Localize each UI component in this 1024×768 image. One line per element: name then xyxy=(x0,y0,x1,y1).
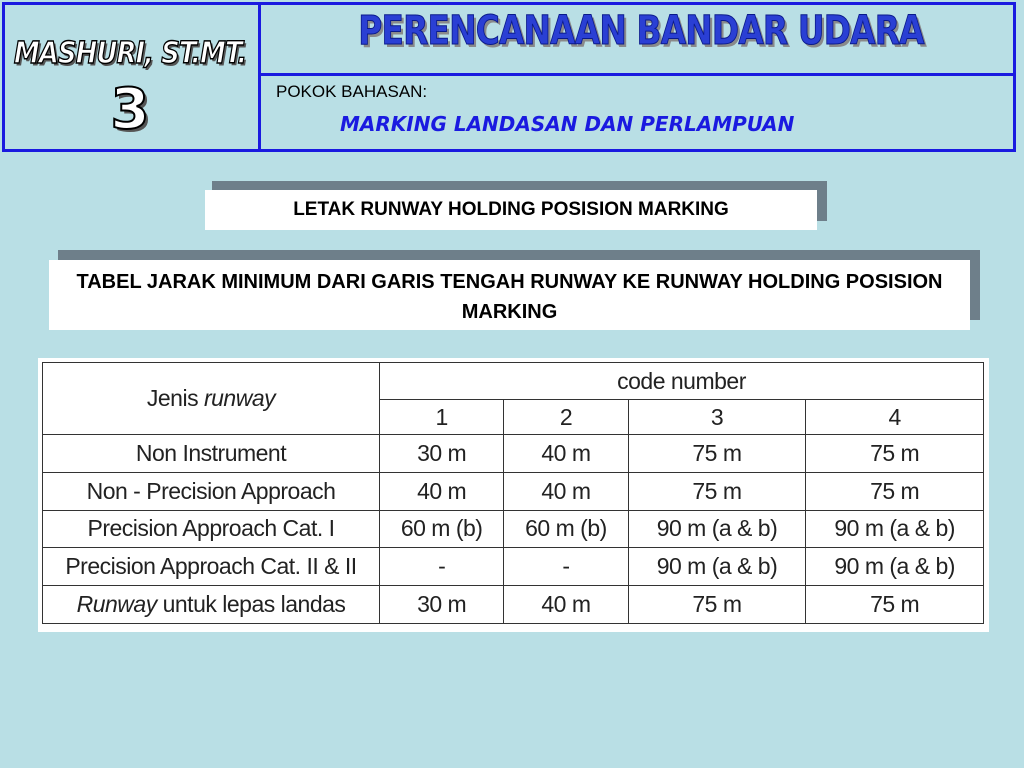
header-type-plain: Jenis xyxy=(146,385,199,411)
row-type: Non - Precision Approach xyxy=(43,472,380,510)
table-row xyxy=(43,435,984,473)
table-cell: 75 m xyxy=(628,586,806,624)
page-title: PERENCANAAN BANDAR UDARA xyxy=(358,8,924,54)
distance-table xyxy=(42,362,984,624)
header-code-4: 4 xyxy=(806,400,984,435)
table-cell: 30 m xyxy=(380,435,504,473)
table-row xyxy=(43,472,984,510)
table-cell: 75 m xyxy=(806,435,984,473)
row-type: Runway untuk lepas landas xyxy=(43,586,380,624)
table-row xyxy=(43,548,984,586)
row-type: Non Instrument xyxy=(43,435,380,473)
table-cell: 40 m xyxy=(504,472,628,510)
table-cell: 40 m xyxy=(380,472,504,510)
table-cell: - xyxy=(504,548,628,586)
row-type: Precision Approach Cat. II & II xyxy=(43,548,380,586)
table-cell: 90 m (a & b) xyxy=(628,548,806,586)
table-caption-box: TABEL JARAK MINIMUM DARI GARIS TENGAH RUNWAY KE RUNWAY HOLDING POSISION MARKING xyxy=(49,260,970,330)
table-cell: 75 m xyxy=(628,472,806,510)
author-name: MASHURI, ST.MT. xyxy=(13,36,247,72)
table-cell: 75 m xyxy=(806,472,984,510)
header-code-number: code number xyxy=(380,363,984,400)
header-left-panel xyxy=(5,5,261,149)
table-cell: - xyxy=(380,548,504,586)
table-cell: 75 m xyxy=(806,586,984,624)
header-divider xyxy=(261,73,1013,76)
table-cell: 60 m (b) xyxy=(504,510,628,548)
slide-number: 3 xyxy=(110,77,150,142)
table-cell: 40 m xyxy=(504,586,628,624)
table-cell: 60 m (b) xyxy=(380,510,504,548)
table-row xyxy=(43,510,984,548)
header-runway-type xyxy=(43,363,380,435)
header-code-3: 3 xyxy=(628,400,806,435)
subject-label: POKOK BAHASAN: xyxy=(276,82,428,101)
table-cell: 90 m (a & b) xyxy=(806,510,984,548)
table-cell: 30 m xyxy=(380,586,504,624)
table-image xyxy=(38,358,989,632)
header-type-italic: runway xyxy=(203,385,276,411)
table-cell: 40 m xyxy=(504,435,628,473)
table-row xyxy=(43,586,984,624)
header-code-2: 2 xyxy=(504,400,628,435)
table-cell: 90 m (a & b) xyxy=(628,510,806,548)
header-code-1: 1 xyxy=(380,400,504,435)
table-cell: 90 m (a & b) xyxy=(806,548,984,586)
section-heading-box: LETAK RUNWAY HOLDING POSISION MARKING xyxy=(205,190,817,230)
subject-value: MARKING LANDASAN DAN PERLAMPUAN xyxy=(340,112,795,136)
table-cell: 75 m xyxy=(628,435,806,473)
row-type: Precision Approach Cat. I xyxy=(43,510,380,548)
